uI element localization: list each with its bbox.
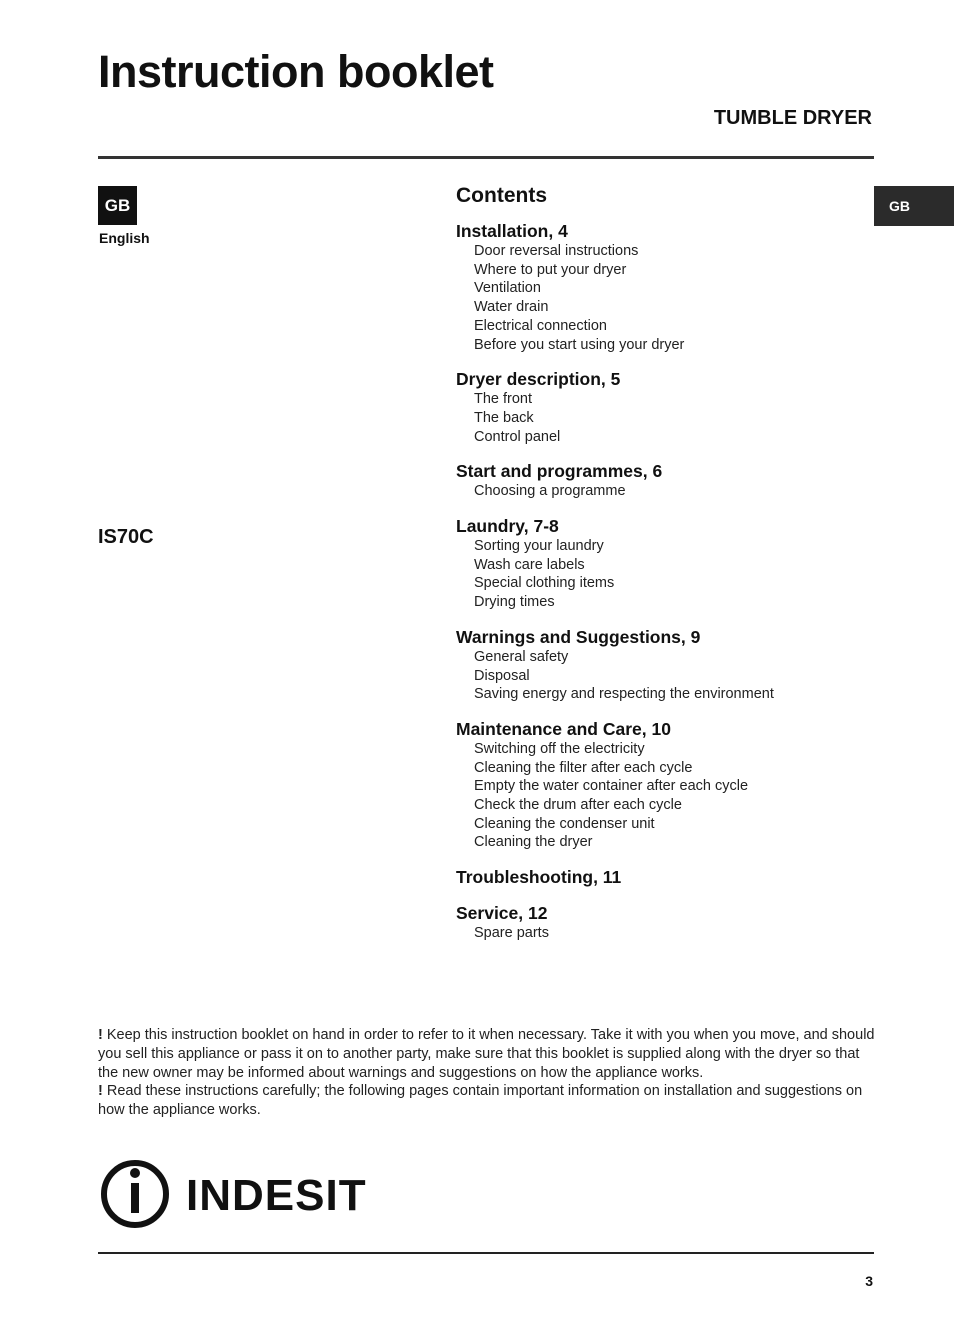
section-item: Before you start using your dryer bbox=[474, 336, 685, 353]
section-item: Cleaning the dryer bbox=[474, 834, 593, 851]
section-title: Start and programmes, 6 bbox=[456, 461, 663, 482]
contents-sections bbox=[456, 220, 876, 943]
contents-section bbox=[456, 718, 876, 852]
section-item: General safety bbox=[474, 648, 569, 665]
contents-section bbox=[456, 866, 876, 888]
section-item: Cleaning the filter after each cycle bbox=[474, 759, 693, 776]
notes-block bbox=[98, 1026, 876, 1120]
note-paragraph bbox=[98, 1026, 876, 1082]
section-item: The front bbox=[474, 391, 533, 408]
note-text: Keep this instruction booklet on hand in order to refer to it when necessary. Take it with you when you move, and should you sell this appliance or pass it on to another party, make sure that this booklet is supplied along with the dryer so that the new owner may be informed about warnings and suggestions on how the appliance works. bbox=[98, 1027, 875, 1081]
section-item: Control panel bbox=[474, 428, 561, 445]
section-title: Maintenance and Care, 10 bbox=[456, 718, 671, 739]
section-item: Disposal bbox=[474, 667, 530, 684]
section-item: Spare parts bbox=[474, 925, 549, 942]
page-number: 3 bbox=[865, 1273, 873, 1289]
note-paragraph bbox=[98, 1082, 876, 1120]
section-title: Warnings and Suggestions, 9 bbox=[456, 626, 701, 647]
indesit-logo bbox=[100, 1158, 370, 1230]
section-item: Drying times bbox=[474, 594, 555, 611]
page-title: Instruction booklet bbox=[98, 46, 494, 97]
language-badge: GB bbox=[98, 186, 137, 225]
section-item: Empty the water container after each cycle bbox=[474, 778, 749, 795]
section-item: Special clothing items bbox=[474, 575, 615, 592]
section-item: Sorting your laundry bbox=[474, 538, 604, 555]
section-item: Cleaning the condenser unit bbox=[474, 815, 655, 832]
indesit-logo-icon bbox=[104, 1163, 166, 1225]
section-item: Wash care labels bbox=[474, 556, 585, 573]
contents-section bbox=[456, 515, 876, 612]
section-item: The back bbox=[474, 409, 534, 426]
section-item: Ventilation bbox=[474, 280, 541, 297]
warning-mark-icon: ! bbox=[98, 1027, 103, 1043]
section-item: Door reversal instructions bbox=[474, 243, 639, 259]
section-item: Saving energy and respecting the environment bbox=[474, 686, 774, 703]
warning-mark-icon: ! bbox=[98, 1083, 103, 1100]
section-item: Electrical connection bbox=[474, 317, 607, 334]
section-item: Check the drum after each cycle bbox=[474, 797, 682, 814]
section-title: Dryer description, 5 bbox=[456, 369, 621, 390]
model-number: IS70C bbox=[98, 526, 154, 548]
section-title: Service, 12 bbox=[456, 903, 548, 924]
contents-section bbox=[456, 902, 876, 943]
language-label: English bbox=[99, 230, 150, 246]
contents-heading: Contents bbox=[456, 184, 547, 207]
section-title: Laundry, 7-8 bbox=[456, 516, 559, 537]
contents-section bbox=[456, 626, 876, 704]
header-divider bbox=[98, 156, 874, 159]
note-text: Read these instructions carefully; the following pages contain important information on installation and suggestions on how the appliance works. bbox=[98, 1083, 863, 1119]
footer-divider bbox=[98, 1252, 874, 1254]
language-side-tab: GB bbox=[874, 186, 954, 226]
section-title: Installation, 4 bbox=[456, 221, 568, 241]
product-type: TUMBLE DRYER bbox=[713, 107, 872, 129]
section-item: Where to put your dryer bbox=[474, 261, 627, 278]
contents-section bbox=[456, 460, 876, 501]
section-item: Water drain bbox=[474, 299, 549, 316]
brand-wordmark: INDESIT bbox=[186, 1171, 367, 1220]
section-title: Troubleshooting, 11 bbox=[456, 867, 622, 888]
section-item: Switching off the electricity bbox=[474, 740, 645, 757]
section-item: Choosing a programme bbox=[474, 483, 626, 500]
contents-section bbox=[456, 368, 876, 446]
table-of-contents bbox=[456, 182, 876, 957]
contents-section bbox=[456, 220, 876, 354]
